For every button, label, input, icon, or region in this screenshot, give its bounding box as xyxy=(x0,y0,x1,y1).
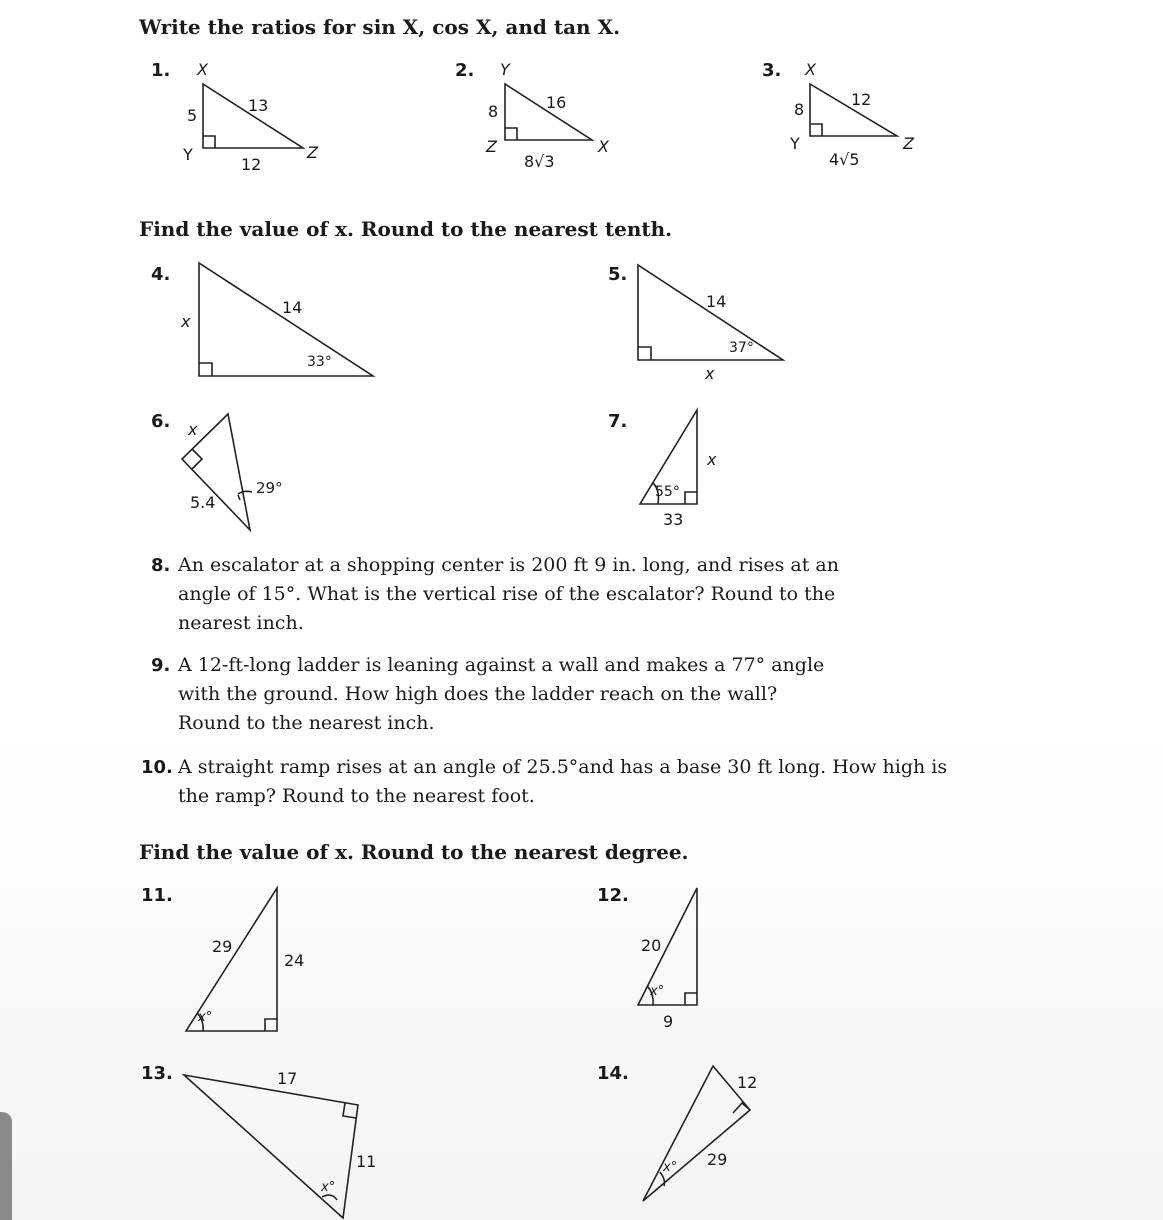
problem-9-text xyxy=(178,651,824,738)
p6-angle: 29° xyxy=(256,479,283,497)
problem-9-number: 9. xyxy=(151,655,171,676)
p12-angle: x° xyxy=(650,984,665,999)
p3-hyp: 12 xyxy=(851,90,872,109)
section-heading-tenth: Find the value of x. Round to the nearest tenth. xyxy=(139,217,673,241)
problem-14-number: 14. xyxy=(597,1063,629,1084)
problem-8-line-2: angle of 15°. What is the vertical rise of the escalator? Round to the xyxy=(178,583,836,605)
section-heading-degree: Find the value of x. Round to the nearest degree. xyxy=(139,840,689,864)
p1-leg-c: 12 xyxy=(241,155,262,174)
p3-vertex-y: Y xyxy=(790,134,800,153)
p3-vertex-x: X xyxy=(805,60,816,79)
right-angle-11 xyxy=(265,1019,277,1031)
right-angle-12 xyxy=(685,993,697,1005)
right-angle-4 xyxy=(199,363,212,376)
problem-8-line-1: An escalator at a shopping center is 200 ft 9 in. long, and rises at an xyxy=(178,554,839,576)
p5-hyp: 14 xyxy=(706,292,727,311)
angle-arc-13 xyxy=(322,1195,337,1200)
problem-11-number: 11. xyxy=(141,885,173,906)
p3-leg-c: 4√5 xyxy=(829,150,860,169)
problem-9-line-2: with the ground. How high does the ladder reach on the wall? xyxy=(178,683,778,705)
problem-10-number: 10. xyxy=(141,757,173,778)
right-angle-7 xyxy=(685,492,697,504)
p1-vertex-z: Z xyxy=(307,143,318,162)
scroll-handle[interactable] xyxy=(0,1112,12,1220)
problem-1-number: 1. xyxy=(151,60,171,81)
p13-side-b: 11 xyxy=(356,1152,377,1171)
p3-vertex-z: Z xyxy=(903,134,914,153)
right-angle-3 xyxy=(810,124,822,136)
problem-10-text xyxy=(178,753,947,811)
section-heading-ratios: Write the ratios for sin X, cos X, and tan X. xyxy=(139,15,621,39)
problem-7-number: 7. xyxy=(608,411,628,432)
right-angle-2 xyxy=(505,128,517,140)
p6-side: 5.4 xyxy=(190,493,216,512)
problem-9-line-3: Round to the nearest inch. xyxy=(178,712,435,734)
p4-angle: 33° xyxy=(307,354,332,370)
p13-angle: x° xyxy=(321,1180,336,1195)
problem-5-number: 5. xyxy=(608,264,628,285)
problem-8-line-3: nearest inch. xyxy=(178,612,304,634)
problem-3-number: 3. xyxy=(762,60,782,81)
problem-10-line-2: the ramp? Round to the nearest foot. xyxy=(178,785,535,807)
triangle-5 xyxy=(638,265,783,360)
p2-hyp: 16 xyxy=(546,93,567,112)
p1-hyp: 13 xyxy=(248,96,269,115)
p5-angle: 37° xyxy=(729,340,754,356)
p2-leg-c: 8√3 xyxy=(524,152,555,171)
p14-side-a: 12 xyxy=(737,1073,758,1092)
triangle-13 xyxy=(184,1075,358,1218)
p1-vertex-y: Y xyxy=(183,145,193,164)
p6-x: x xyxy=(188,420,198,439)
triangle-14 xyxy=(643,1066,750,1201)
triangle-4 xyxy=(199,263,373,376)
p1-leg-a: 5 xyxy=(187,106,198,125)
problem-6-number: 6. xyxy=(151,411,171,432)
angle-arc-6 xyxy=(238,491,252,494)
right-angle-6 xyxy=(192,449,202,469)
p5-x: x xyxy=(705,364,715,383)
p1-vertex-x: X xyxy=(197,60,208,79)
right-angle-13 xyxy=(343,1103,356,1118)
p4-hyp: 14 xyxy=(282,298,303,317)
p2-vertex-x: X xyxy=(598,137,609,156)
p2-leg-a: 8 xyxy=(488,102,499,121)
problem-4-number: 4. xyxy=(151,264,171,285)
p7-angle: 55° xyxy=(655,484,680,500)
problem-12-number: 12. xyxy=(597,885,629,906)
problem-9-line-1: A 12-ft-long ladder is leaning against a wall and makes a 77° angle xyxy=(178,654,825,676)
p3-leg-a: 8 xyxy=(794,100,805,119)
triangle-1 xyxy=(203,84,303,148)
p2-vertex-y: Y xyxy=(500,60,510,79)
problem-2-number: 2. xyxy=(455,60,475,81)
problem-8-number: 8. xyxy=(151,555,171,576)
p7-base: 33 xyxy=(663,510,684,529)
p4-x: x xyxy=(181,312,191,331)
p7-x: x xyxy=(707,450,717,469)
p12-base: 9 xyxy=(663,1012,674,1031)
right-angle-5 xyxy=(638,347,651,360)
problem-13-number: 13. xyxy=(141,1063,173,1084)
p11-side: 24 xyxy=(284,951,305,970)
right-angle-1 xyxy=(203,136,215,148)
p12-hyp: 20 xyxy=(641,936,662,955)
p14-angle: x° xyxy=(663,1160,678,1175)
p11-hyp: 29 xyxy=(212,937,233,956)
p2-vertex-z: Z xyxy=(486,137,497,156)
problem-10-line-1: A straight ramp rises at an angle of 25.5°and has a base 30 ft long. How high is xyxy=(178,756,948,778)
p13-side-a: 17 xyxy=(277,1069,298,1088)
problem-8-text xyxy=(178,551,839,638)
p11-angle: x° xyxy=(198,1010,213,1025)
p14-side-b: 29 xyxy=(707,1150,728,1169)
